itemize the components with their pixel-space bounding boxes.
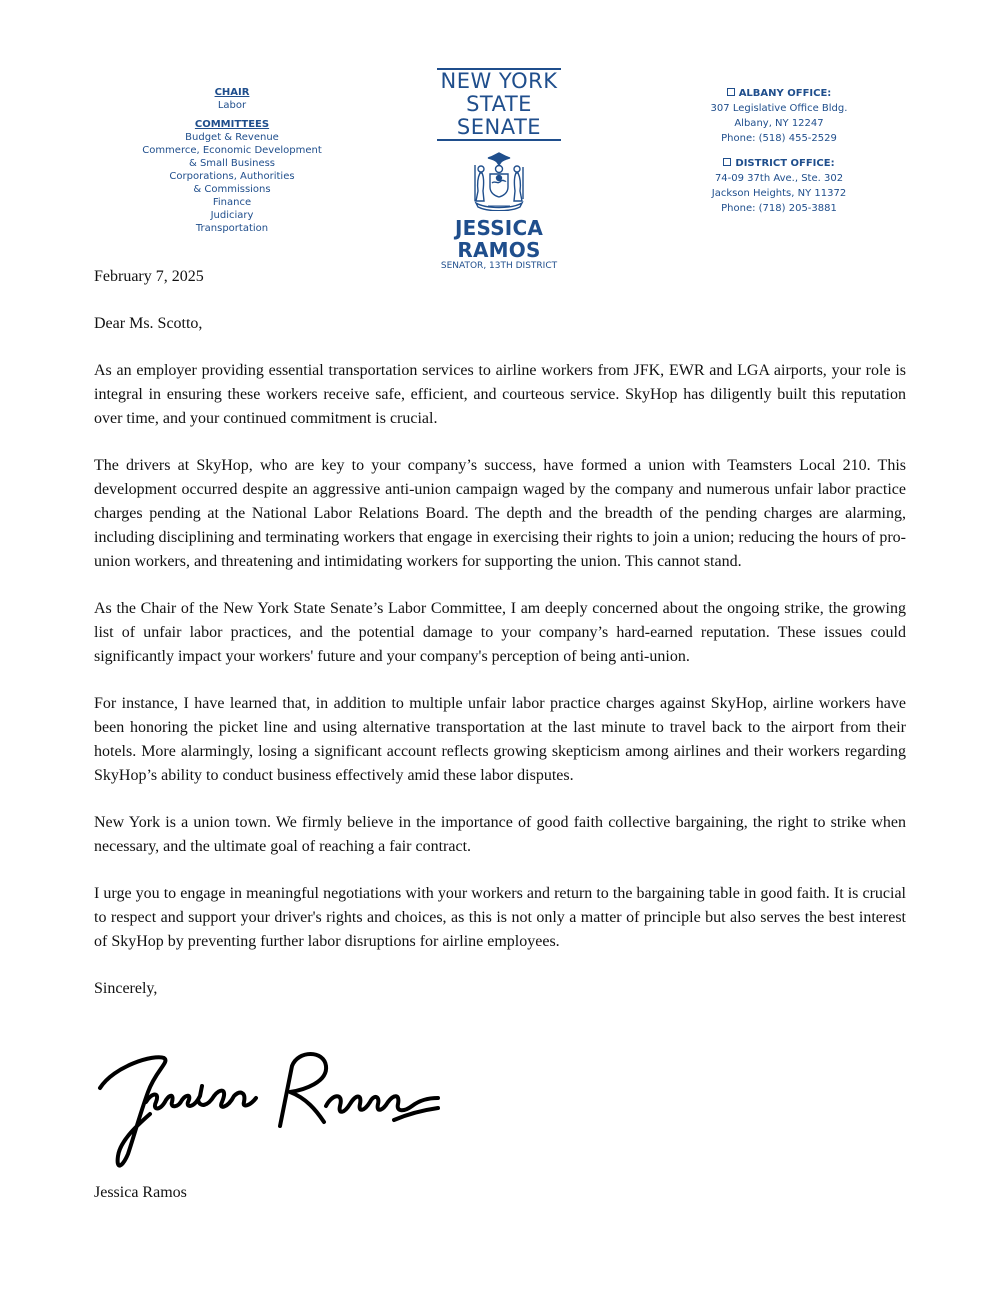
committee-item: Commerce, Economic Development [142,145,322,156]
chair-item: Labor [217,100,247,111]
committee-item: & Commissions [193,184,271,195]
senate-wordmark-line: SENATE [456,115,542,139]
senator-name: JESSICA RAMOS [454,216,543,262]
committee-item: Transportation [195,223,269,234]
senate-wordmark [437,68,561,141]
committees-heading: COMMITTEES [194,119,270,130]
senate-logo [414,68,584,271]
signer-name: Jessica Ramos [94,1184,187,1201]
albany-address-line: 307 Legislative Office Bldg. [710,103,848,114]
committee-column [140,86,324,235]
albany-office-label: ALBANY OFFICE: [738,88,832,99]
district-office-heading [704,156,854,171]
district-address-line: Jackson Heights, NY 11372 [711,188,847,199]
committee-item: Budget & Revenue [185,132,279,143]
paragraph: New York is a union town. We firmly believe in the importance of good faith collective bargaining, the right to strike when necessary, and the ultimate goal of reaching a fair contract. [94,814,906,855]
checkbox-icon [723,158,731,166]
signature-image [94,1036,440,1176]
checkbox-icon [727,88,735,96]
chair-heading: CHAIR [214,87,250,98]
signature [94,1036,440,1176]
committee-item: Corporations, Authorities [169,171,295,182]
senate-wordmark-line: STATE [466,92,532,116]
senate-wordmark-line: NEW YORK [440,69,558,93]
district-phone: Phone: (718) 205-3881 [721,203,837,214]
divider [437,139,561,141]
committee-item: & Small Business [188,158,276,169]
closing: Sincerely, [94,980,158,997]
albany-office-heading [704,86,854,101]
state-seal-icon [462,149,536,211]
paragraph: As the Chair of the New York State Senate’s Labor Committee, I am deeply concerned about the ongoing strike, the growing list of unfair labor practices, and the potential damage to your company’s hard-earned reputation. These issues could significantly impact your workers' future and your company's perception of being anti-union. [94,600,906,665]
salutation: Dear Ms. Scotto, [94,315,203,332]
paragraph: The drivers at SkyHop, who are key to your company’s success, have formed a union with Teamsters Local 210. This development occurred despite an aggressive anti-union campaign waged by the company and numerous unfair labor practice charges pending at the National Labor Relations Board. The depth and the breadth of the pending charges are alarming, including disciplining and terminating workers that engage in exercising their rights to join a union; reducing the hours of pro-union workers, and threatening and intimidating workers for supporting the union. This cannot stand. [94,457,906,570]
district-office-label: DISTRICT OFFICE: [735,158,835,169]
senator-title: SENATOR, 13TH DISTRICT [440,261,558,271]
committee-item: Finance [212,197,252,208]
paragraph: As an employer providing essential transportation services to airline workers from JFK, EWR and LGA airports, your role is integral in ensuring these workers receive safe, efficient, and courteous service. SkyHop has diligently built this reputation over time, and your continued commitment is crucial. [94,362,906,427]
district-address-line: 74-09 37th Ave., Ste. 302 [714,173,844,184]
committee-item: Judiciary [210,210,254,221]
albany-phone: Phone: (518) 455-2529 [721,133,837,144]
albany-address-line: Albany, NY 12247 [734,118,824,129]
paragraph: For instance, I have learned that, in addition to multiple unfair labor practice charges against SkyHop, airline workers have been honoring the picket line and using alternative transportation at the last minute to travel back to the airport from their hotels. More alarmingly, losing a significant account reflects growing skepticism among airlines and their workers regarding SkyHop’s ability to conduct business effectively amid these labor disputes. [94,695,906,784]
paragraph: I urge you to engage in meaningful negotiations with your workers and return to the bargaining table in good faith. It is crucial to respect and support your driver's rights and choices, as this is not only a matter of principle but also serves the best interest of SkyHop by preventing further labor disruptions for airline employees. [94,885,906,950]
letter-body [94,265,906,1024]
office-addresses [704,86,854,216]
letter-date: February 7, 2025 [94,268,204,285]
